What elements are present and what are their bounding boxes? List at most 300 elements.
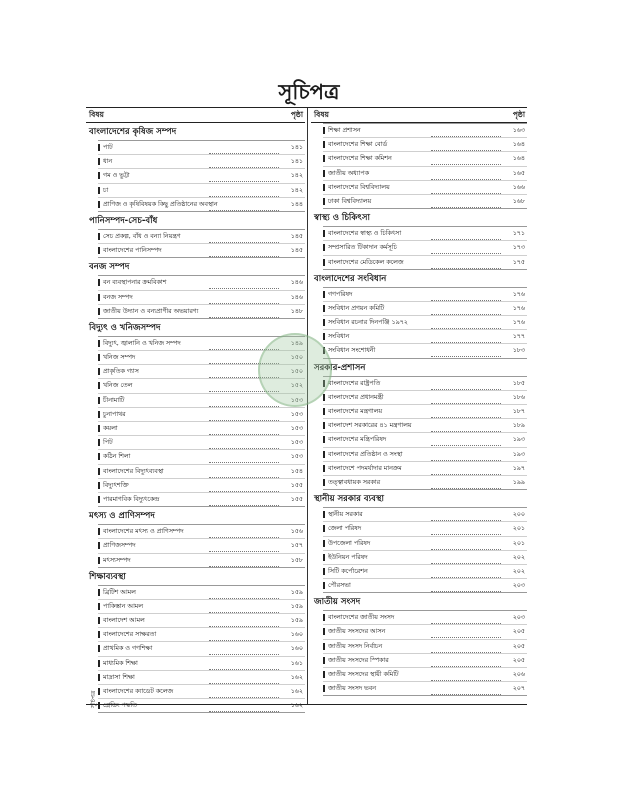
entry-label: শিক্ষা প্রশাসন bbox=[328, 127, 361, 134]
toc-entry[interactable] bbox=[98, 436, 305, 450]
column-header bbox=[86, 108, 305, 123]
dot-leader bbox=[431, 433, 501, 446]
entry-page-number: ১৮৭ bbox=[512, 408, 525, 415]
entry-list bbox=[98, 140, 305, 212]
dot-leader bbox=[209, 408, 279, 421]
entry-page-number: ১৫৯ bbox=[290, 617, 303, 625]
toc-entry[interactable] bbox=[323, 433, 527, 447]
entry-label: প্রাকৃতিক গ্যাস bbox=[103, 368, 139, 376]
dot-leader bbox=[431, 508, 501, 521]
section-title: মৎস্য ও প্রাণিসম্পদ bbox=[89, 511, 155, 522]
toc-entry[interactable] bbox=[323, 227, 527, 241]
entry-label: ধান bbox=[103, 158, 113, 166]
toc-entry[interactable] bbox=[98, 450, 305, 464]
entry-page-number: ১৫৮ bbox=[290, 556, 303, 564]
toc-entry[interactable] bbox=[98, 276, 305, 290]
entry-page-number: ১৫০ bbox=[290, 354, 303, 362]
toc-entry[interactable] bbox=[323, 668, 527, 682]
dot-leader bbox=[431, 611, 501, 624]
entry-marker bbox=[323, 465, 325, 472]
entry-page-number: ১৪৫ bbox=[290, 232, 303, 240]
dot-leader bbox=[431, 640, 501, 653]
entry-label: বাংলাদেশের জাতীয় সংসদ bbox=[328, 614, 395, 622]
entry-marker bbox=[98, 279, 100, 286]
entry-label: সম্প্রসারিত টিকাদান কর্মসূচি bbox=[328, 244, 397, 252]
toc-entry[interactable] bbox=[323, 565, 527, 579]
entry-label: বাংলাদেশ সরকারের ৪১ মন্ত্রণালয় bbox=[328, 422, 412, 430]
entry-marker bbox=[323, 319, 325, 326]
subject-header: বিষয় bbox=[314, 110, 329, 119]
entry-marker bbox=[323, 333, 325, 340]
dot-leader bbox=[431, 462, 501, 475]
toc-entry[interactable] bbox=[323, 241, 527, 255]
dot-leader bbox=[209, 155, 279, 168]
entry-page-number: ১৪৮ bbox=[290, 307, 303, 315]
entry-label: পাকিস্তান আমল bbox=[103, 602, 143, 610]
entry-label: বাংলাদেশের প্রতিষ্ঠান ও সংস্থা bbox=[328, 450, 403, 458]
entry-label: বাংলাদেশের মন্ত্রিপরিষদ bbox=[328, 436, 387, 444]
toc-entry[interactable] bbox=[323, 344, 527, 357]
section-title: বনজ সম্পদ bbox=[89, 262, 130, 273]
entry-label: গণপরিষদ bbox=[328, 290, 353, 298]
toc-entry[interactable] bbox=[98, 422, 305, 436]
entry-marker bbox=[98, 368, 100, 375]
entry-marker bbox=[98, 542, 100, 549]
toc-entry[interactable] bbox=[323, 640, 527, 654]
entry-marker bbox=[98, 397, 100, 404]
toc-entry[interactable] bbox=[98, 493, 305, 506]
entry-page-number: ১৪৬ bbox=[290, 293, 303, 301]
entry-page-number: ১৫৩ bbox=[290, 396, 303, 404]
entry-marker bbox=[323, 685, 325, 692]
toc-entry[interactable] bbox=[98, 614, 305, 628]
entry-label: প্রাথমিক ও গণশিক্ষা bbox=[103, 645, 153, 653]
entry-marker bbox=[323, 198, 325, 205]
entry-label: গ্রেডিং পদ্ধতি bbox=[103, 702, 137, 710]
entry-marker bbox=[323, 127, 325, 134]
entry-label: তত্ত্বাবধায়ক সরকার bbox=[328, 478, 381, 486]
entry-page-number: ১৮৯ bbox=[512, 422, 525, 430]
entry-label: উপজেলা পরিষদ bbox=[328, 539, 371, 547]
entry-label: বাংলাদেশের স্বাস্থ্য ও চিকিৎসা bbox=[328, 230, 402, 238]
entry-label: গম ও ভুট্টা bbox=[103, 172, 130, 180]
entry-label: জাতীয় সংসদের স্থায়ী কমিটি bbox=[328, 671, 399, 678]
entry-label: বাংলাদেশের বিশ্ববিদ্যালয় bbox=[328, 183, 390, 191]
toc-entry[interactable] bbox=[323, 522, 527, 536]
dot-leader bbox=[209, 305, 279, 318]
table-of-contents bbox=[86, 107, 527, 710]
section-title: পানিসম্পদ-সেচ-বাঁধ bbox=[89, 215, 158, 226]
entry-page-number: ১৬২ bbox=[290, 702, 303, 710]
entry-page-number: ১৫৭ bbox=[290, 542, 303, 550]
entry-label: বাংলাদেশের রাষ্ট্রপতি bbox=[328, 379, 381, 387]
section-title: বাংলাদেশের সংবিধান bbox=[314, 273, 387, 284]
dot-leader bbox=[209, 525, 279, 538]
entry-page-number: ১৮৬ bbox=[512, 393, 525, 401]
page-header: পৃষ্ঠা bbox=[290, 110, 303, 119]
entry-label: ইউনিয়ন পরিষদ bbox=[328, 553, 368, 561]
dot-leader bbox=[209, 436, 279, 449]
toc-entry[interactable] bbox=[98, 305, 305, 318]
toc-entry[interactable] bbox=[98, 408, 305, 422]
entry-marker bbox=[98, 496, 100, 503]
toc-entry[interactable] bbox=[98, 169, 305, 183]
toc-entry[interactable] bbox=[323, 405, 527, 419]
entry-page-number: ১৫৫ bbox=[290, 495, 303, 503]
entry-list bbox=[323, 287, 527, 359]
dot-leader bbox=[209, 586, 279, 599]
dot-leader bbox=[209, 614, 279, 627]
toc-entry[interactable] bbox=[323, 551, 527, 565]
entry-marker bbox=[98, 144, 100, 151]
entry-label: জাতীয় সংসদ নির্বাচন bbox=[328, 642, 383, 650]
entry-label: জাতীয় উদ্যান ও বন্যপ্রাণীর অভয়ারণ্য bbox=[103, 307, 199, 315]
toc-entry[interactable] bbox=[323, 419, 527, 433]
toc-right-column bbox=[311, 108, 527, 704]
toc-entry[interactable] bbox=[323, 316, 527, 330]
entry-marker bbox=[323, 184, 325, 191]
entry-marker bbox=[98, 233, 100, 240]
section-title: জাতীয় সংসদ bbox=[314, 597, 361, 608]
entry-label: বাংলাদেশের শিক্ষা বোর্ড bbox=[328, 141, 388, 149]
entry-label: বাংলাদেশে পদমর্যাদার মানক্রম bbox=[328, 464, 402, 472]
entry-page-number: ১৬২ bbox=[290, 688, 303, 695]
entry-label: পৌরসভা bbox=[328, 582, 351, 590]
entry-marker bbox=[98, 308, 100, 315]
entry-marker bbox=[98, 660, 100, 667]
dot-leader bbox=[431, 227, 501, 240]
entry-page-number: ২০২ bbox=[512, 567, 525, 575]
toc-entry[interactable] bbox=[98, 291, 305, 305]
toc-entry[interactable] bbox=[98, 699, 305, 712]
entry-marker bbox=[323, 643, 325, 650]
toc-entry[interactable] bbox=[98, 657, 305, 671]
entry-page-number: ২০৫ bbox=[512, 656, 525, 664]
entry-label: বাংলাদেশের মন্ত্রণালয় bbox=[328, 408, 383, 415]
entry-page-number: ১৫৯ bbox=[290, 602, 303, 610]
entry-marker bbox=[323, 141, 325, 148]
entry-page-number: ১৪১ bbox=[290, 158, 303, 166]
toc-entry[interactable] bbox=[323, 537, 527, 551]
entry-page-number: ১৪৪ bbox=[290, 200, 303, 208]
entry-marker bbox=[323, 408, 325, 415]
toc-entry[interactable] bbox=[323, 288, 527, 302]
dot-leader bbox=[431, 302, 501, 315]
entry-marker bbox=[98, 557, 100, 564]
entry-marker bbox=[323, 657, 325, 664]
dot-leader bbox=[209, 230, 279, 243]
toc-section bbox=[311, 212, 527, 270]
dot-leader bbox=[209, 276, 279, 289]
entry-marker bbox=[98, 589, 100, 596]
entry-list bbox=[323, 226, 527, 270]
toc-entry[interactable] bbox=[98, 600, 305, 614]
entry-label: সিটি কর্পোরেশন bbox=[328, 567, 368, 575]
dot-leader bbox=[209, 450, 279, 463]
dot-leader bbox=[209, 642, 279, 655]
dot-leader bbox=[431, 256, 501, 269]
dot-leader bbox=[209, 244, 279, 257]
entry-marker bbox=[98, 468, 100, 475]
toc-entry[interactable] bbox=[323, 377, 527, 391]
toc-entry[interactable] bbox=[323, 124, 527, 138]
entry-marker bbox=[98, 247, 100, 254]
toc-entry[interactable] bbox=[323, 682, 527, 695]
toc-entry[interactable] bbox=[323, 256, 527, 269]
entry-label: জাতীয় সংসদের আসন bbox=[328, 628, 386, 636]
toc-entry[interactable] bbox=[98, 586, 305, 600]
entry-label: বাংলাদেশের পানিসম্পদ bbox=[103, 247, 162, 255]
section-title: স্থানীয় সরকার ব্যবস্থা bbox=[314, 494, 384, 505]
entry-label: বন ব্যবস্থাপনার ক্রমবিকাশ bbox=[103, 279, 167, 287]
toc-entry[interactable] bbox=[323, 195, 527, 208]
toc-left-column bbox=[86, 108, 305, 710]
entry-label: বাংলাদেশের সাক্ষরতা bbox=[103, 631, 157, 639]
entry-label: জেলা পরিষদ bbox=[328, 525, 362, 533]
dot-leader bbox=[431, 344, 501, 357]
toc-section bbox=[86, 571, 305, 714]
entry-label: বনজ সম্পদ bbox=[103, 293, 133, 301]
entry-list bbox=[98, 275, 305, 319]
entry-label: মৎস্যসম্পদ bbox=[103, 556, 131, 564]
entry-marker bbox=[323, 394, 325, 401]
dot-leader bbox=[209, 198, 279, 211]
entry-marker bbox=[323, 568, 325, 575]
entry-label: ঢাকা বিশ্ববিদ্যালয় bbox=[328, 197, 372, 205]
dot-leader bbox=[431, 682, 501, 695]
entry-page-number: ১৮৩ bbox=[512, 347, 525, 355]
toc-entry[interactable] bbox=[323, 152, 527, 166]
entry-page-number: ১৭৭ bbox=[512, 333, 525, 341]
entry-list bbox=[323, 376, 527, 491]
entry-marker bbox=[323, 582, 325, 589]
dot-leader bbox=[431, 138, 501, 151]
entry-marker bbox=[323, 479, 325, 486]
page-header: পৃষ্ঠা bbox=[512, 110, 525, 119]
toc-section bbox=[86, 215, 305, 258]
dot-leader bbox=[209, 141, 279, 154]
entry-page-number: ২০২ bbox=[512, 553, 525, 561]
entry-page-number: ১৫০ bbox=[290, 368, 303, 376]
entry-marker bbox=[323, 511, 325, 518]
toc-entry[interactable] bbox=[323, 391, 527, 405]
entry-label: কয়লা bbox=[103, 425, 118, 432]
entry-marker bbox=[323, 451, 325, 458]
entry-page-number: ১৭৫ bbox=[512, 258, 525, 266]
entry-marker bbox=[98, 382, 100, 389]
dot-leader bbox=[431, 419, 501, 432]
toc-entry[interactable] bbox=[323, 625, 527, 639]
entry-page-number: ১৪২ bbox=[290, 172, 303, 180]
entry-page-number: ১৬৬ bbox=[512, 183, 525, 191]
toc-entry[interactable] bbox=[323, 462, 527, 476]
toc-entry[interactable] bbox=[323, 302, 527, 316]
toc-entry[interactable] bbox=[98, 539, 305, 553]
toc-entry[interactable] bbox=[323, 508, 527, 522]
entry-marker bbox=[98, 631, 100, 638]
toc-entry[interactable] bbox=[98, 642, 305, 656]
toc-section bbox=[86, 126, 305, 212]
entry-marker bbox=[98, 439, 100, 446]
entry-page-number: ১৫৩ bbox=[290, 439, 303, 447]
dot-leader bbox=[431, 195, 501, 208]
toc-entry[interactable] bbox=[323, 181, 527, 195]
entry-marker bbox=[323, 259, 325, 266]
toc-entry[interactable] bbox=[323, 167, 527, 181]
entry-page-number: ১৭৬ bbox=[512, 304, 525, 312]
entry-page-number: ১৬০ bbox=[290, 645, 303, 653]
entry-marker bbox=[323, 614, 325, 621]
entry-page-number: ১৫২ bbox=[290, 382, 303, 390]
section-title: স্বাস্থ্য ও চিকিৎসা bbox=[314, 213, 370, 224]
entry-page-number: ১৫৬ bbox=[290, 528, 303, 536]
entry-page-number: ১৭৬ bbox=[512, 319, 525, 327]
dot-leader bbox=[431, 405, 501, 418]
toc-entry[interactable] bbox=[323, 654, 527, 668]
toc-entry[interactable] bbox=[98, 184, 305, 198]
entry-marker bbox=[323, 230, 325, 237]
toc-entry[interactable] bbox=[98, 465, 305, 479]
entry-marker bbox=[98, 674, 100, 681]
entry-label: পিট bbox=[103, 439, 113, 447]
toc-section bbox=[311, 596, 527, 696]
entry-page-number: ১৬৩ bbox=[512, 127, 525, 134]
dot-leader bbox=[431, 579, 501, 592]
entry-marker bbox=[323, 422, 325, 429]
toc-entry[interactable] bbox=[98, 671, 305, 685]
entry-page-number: ১৫৩ bbox=[290, 453, 303, 461]
toc-entry[interactable] bbox=[323, 138, 527, 152]
entry-label: বাংলাদেশের বিদ্যুৎব্যবস্থা bbox=[103, 467, 164, 475]
entry-label: কঠিন শিলা bbox=[103, 453, 131, 461]
dot-leader bbox=[209, 465, 279, 478]
entry-marker bbox=[323, 628, 325, 635]
column-divider bbox=[307, 108, 308, 704]
entry-page-number: ১৬২ bbox=[290, 673, 303, 681]
entry-marker bbox=[98, 453, 100, 460]
section-title: সরকার-প্রশাসন bbox=[314, 362, 366, 373]
dot-leader bbox=[431, 330, 501, 343]
dot-leader bbox=[209, 539, 279, 552]
dot-leader bbox=[431, 288, 501, 301]
toc-entry[interactable] bbox=[98, 230, 305, 244]
toc-entry[interactable] bbox=[323, 330, 527, 344]
toc-entry[interactable] bbox=[323, 579, 527, 592]
entry-label: চীনামাটি bbox=[103, 396, 125, 404]
section-title: বিদ্যুৎ ও খনিজসম্পদ bbox=[89, 322, 161, 333]
dot-leader bbox=[209, 554, 279, 567]
entry-marker bbox=[98, 172, 100, 179]
toc-entry[interactable] bbox=[98, 244, 305, 257]
toc-section bbox=[311, 123, 527, 209]
subject-header: বিষয় bbox=[89, 110, 104, 119]
toc-entry[interactable] bbox=[323, 611, 527, 625]
entry-list bbox=[98, 585, 305, 714]
entry-label: সংবিধান রচনার দিনপঞ্জি ১৯৭২ bbox=[328, 319, 408, 327]
entry-marker bbox=[98, 411, 100, 418]
entry-list bbox=[323, 123, 527, 209]
toc-section bbox=[311, 273, 527, 359]
entry-page-number: ১৮৫ bbox=[512, 379, 525, 387]
entry-page-number: ২০০ bbox=[512, 511, 525, 519]
entry-page-number: ১৭৬ bbox=[512, 290, 525, 298]
entry-marker bbox=[323, 671, 325, 678]
entry-page-number: ২০৫ bbox=[512, 642, 525, 650]
toc-section bbox=[311, 362, 527, 491]
section-title: শিক্ষাব্যবস্থা bbox=[89, 571, 126, 582]
dot-leader bbox=[431, 152, 501, 165]
entry-page-number: ১৬১ bbox=[290, 659, 303, 667]
entry-marker bbox=[98, 294, 100, 301]
entry-label: প্রাণিজ ও কৃষিবিষয়ক কিছু প্রতিষ্ঠানের অবস্থান bbox=[103, 200, 218, 208]
entry-label: বাংলাদেশের শিক্ষা কমিশন bbox=[328, 155, 392, 163]
dot-leader bbox=[431, 241, 501, 254]
left-sections bbox=[86, 126, 305, 713]
toc-entry[interactable] bbox=[98, 525, 305, 539]
entry-list bbox=[323, 507, 527, 593]
entry-marker bbox=[98, 645, 100, 652]
entry-page-number: ১৭১ bbox=[512, 230, 525, 238]
dot-leader bbox=[209, 479, 279, 492]
dot-leader bbox=[209, 699, 279, 712]
entry-marker bbox=[98, 425, 100, 432]
entry-marker bbox=[98, 482, 100, 489]
entry-marker bbox=[98, 201, 100, 208]
entry-page-number: ২০৩ bbox=[512, 582, 525, 590]
toc-entry[interactable] bbox=[323, 476, 527, 489]
entry-label: সংবিধান প্রণয়ন কমিটি bbox=[328, 304, 385, 312]
entry-marker bbox=[98, 354, 100, 361]
toc-entry[interactable] bbox=[98, 479, 305, 493]
dot-leader bbox=[209, 493, 279, 506]
toc-entry[interactable] bbox=[98, 155, 305, 169]
entry-page-number: ১৭৩ bbox=[512, 244, 525, 252]
right-sections bbox=[311, 123, 527, 696]
dot-leader bbox=[209, 169, 279, 182]
toc-entry[interactable] bbox=[98, 198, 305, 211]
dot-leader bbox=[431, 668, 501, 681]
entry-page-number: ১৬৪ bbox=[512, 141, 525, 149]
entry-page-number: ২০১ bbox=[512, 539, 525, 547]
toc-entry[interactable] bbox=[323, 448, 527, 462]
entry-label: বাংলাদেশের প্রধানমন্ত্রী bbox=[328, 393, 384, 401]
entry-marker bbox=[323, 291, 325, 298]
entry-marker bbox=[323, 244, 325, 251]
toc-entry[interactable] bbox=[98, 685, 305, 699]
dot-leader bbox=[431, 391, 501, 404]
entry-marker bbox=[323, 170, 325, 177]
toc-entry[interactable] bbox=[98, 628, 305, 642]
entry-page-number: ১৪২ bbox=[290, 186, 303, 194]
toc-entry[interactable] bbox=[98, 554, 305, 567]
entry-page-number: ১৫৪ bbox=[290, 467, 303, 475]
entry-label: বিদ্যুৎ, জ্বালানি ও খনিজ সম্পদ bbox=[103, 339, 181, 347]
entry-page-number: ২০৭ bbox=[512, 685, 525, 693]
dot-leader bbox=[431, 167, 501, 180]
dot-leader bbox=[431, 377, 501, 390]
entry-label: খনিজ তেল bbox=[103, 382, 133, 390]
dot-leader bbox=[431, 181, 501, 194]
entry-page-number: ১৯৩ bbox=[512, 450, 525, 458]
entry-marker bbox=[323, 525, 325, 532]
entry-label: বাংলাদেশের মেডিকেল কলেজ bbox=[328, 258, 404, 266]
entry-marker bbox=[323, 554, 325, 561]
toc-entry[interactable] bbox=[98, 141, 305, 155]
entry-label: সেচ প্রকল্প, বাঁধ ও বন্যা নিয়ন্ত্রণ bbox=[103, 232, 181, 240]
entry-label: বাংলাদেশ আমল bbox=[103, 617, 145, 625]
watermark-seal bbox=[258, 333, 332, 407]
entry-page-number: ১৫৩ bbox=[290, 410, 303, 418]
